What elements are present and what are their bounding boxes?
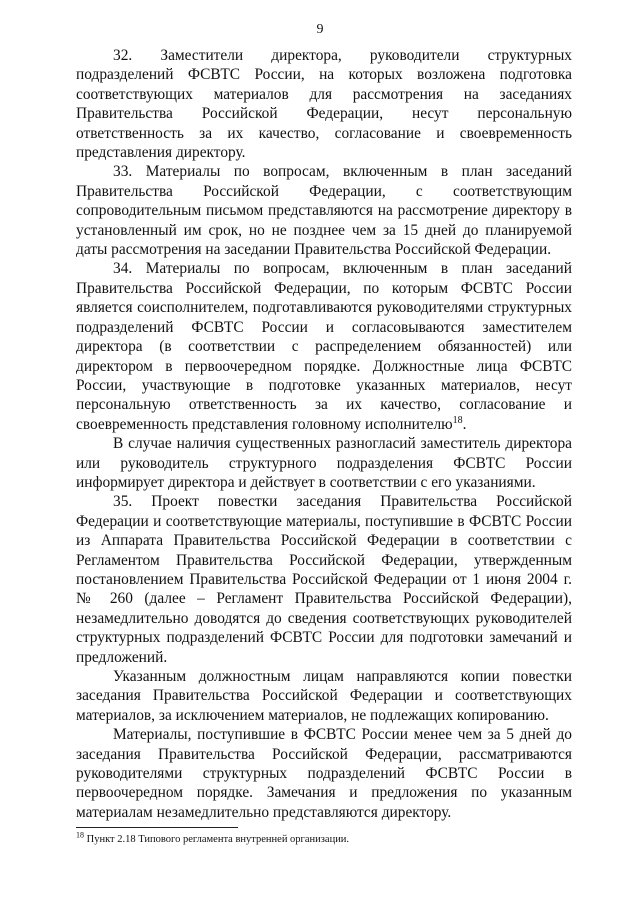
footnote-text: Пункт 2.18 Типового регламента внутренней организации. xyxy=(84,834,350,845)
paragraph-34-disagreements: В случае наличия существенных разногласий заместитель директора или руководитель структурного подразделения ФСВТС России информирует директора и действует в соответствии с его указаниями. xyxy=(76,435,572,491)
footnote-reference[interactable]: 18 xyxy=(452,414,463,426)
paragraph-33: 33. Материалы по вопросам, включенным в план заседаний Правительства Российской Федерации, с соответствующим сопроводительным письмом представляются на рассмотрение директору в установленный им срок, но не позднее чем за 15 дней до планируемой даты рассмотрения на заседании Правительства Российской Федерации. xyxy=(76,163,572,259)
paragraph-35-copies: Указанным должностным лицам направляются копии повестки заседания Правительства Российской Федерации и соответствующих материалов, за исключением материалов, не подлежащих копированию. xyxy=(76,668,572,724)
footnote xyxy=(76,830,572,846)
footnote-number: 18 xyxy=(76,830,84,840)
paragraph-34-text: 34. Материалы по вопросам, включенным в план заседаний Правительства Российской Федерации, по которым ФСВТС России является соисполнителем, подготавливаются руководителями структурных подразделений ФСВТС России и согласовываются заместителем директора (в соответствии с распределением обязанностей) или директором в первоочередном порядке. Должностные лица ФСВТС России, участвующие в подготовке указанных материалов, несут персональную ответственность за их качество, согласование и своевременность представления головному исполнителю xyxy=(76,260,572,433)
paragraph-34-tail: . xyxy=(462,415,467,433)
paragraph-32: 32. Заместители директора, руководители структурных подразделений ФСВТС России, на которых возложена подготовка соответствующих материалов для рассмотрения на заседаниях Правительства Российской Федерации, несут персональную ответственность за их качество, согласование и своевременность представления директору. xyxy=(76,47,572,162)
page-number: 9 xyxy=(316,22,324,37)
paragraph-35: 35. Проект повестки заседания Правительства Российской Федерации и соответствующие материалы, поступившие в ФСВТС России из Аппарата Правительства Российской Федерации в соответствии с Регламентом Правительства Российской Федерации, утвержденным постановлением Правительства Российской Федерации от 1 июня 2004 г. № 260 (далее – Регламент Правительства Российской Федерации), незамедлительно доводятся до сведения соответствующих руководителей структурных подразделений ФСВТС России для подготовки замечаний и предложений. xyxy=(76,493,572,666)
footnote-divider xyxy=(76,827,238,828)
paragraph-34 xyxy=(76,259,572,434)
paragraph-35-late-materials: Материалы, поступившие в ФСВТС России менее чем за 5 дней до заседания Правительства Российской Федерации, рассматриваются руководителями структурных подразделений ФСВТС России в первоочередном порядке. Замечания и предложения по указанным материалам незамедлительно представляются директору. xyxy=(76,726,572,821)
document-body xyxy=(76,46,572,822)
